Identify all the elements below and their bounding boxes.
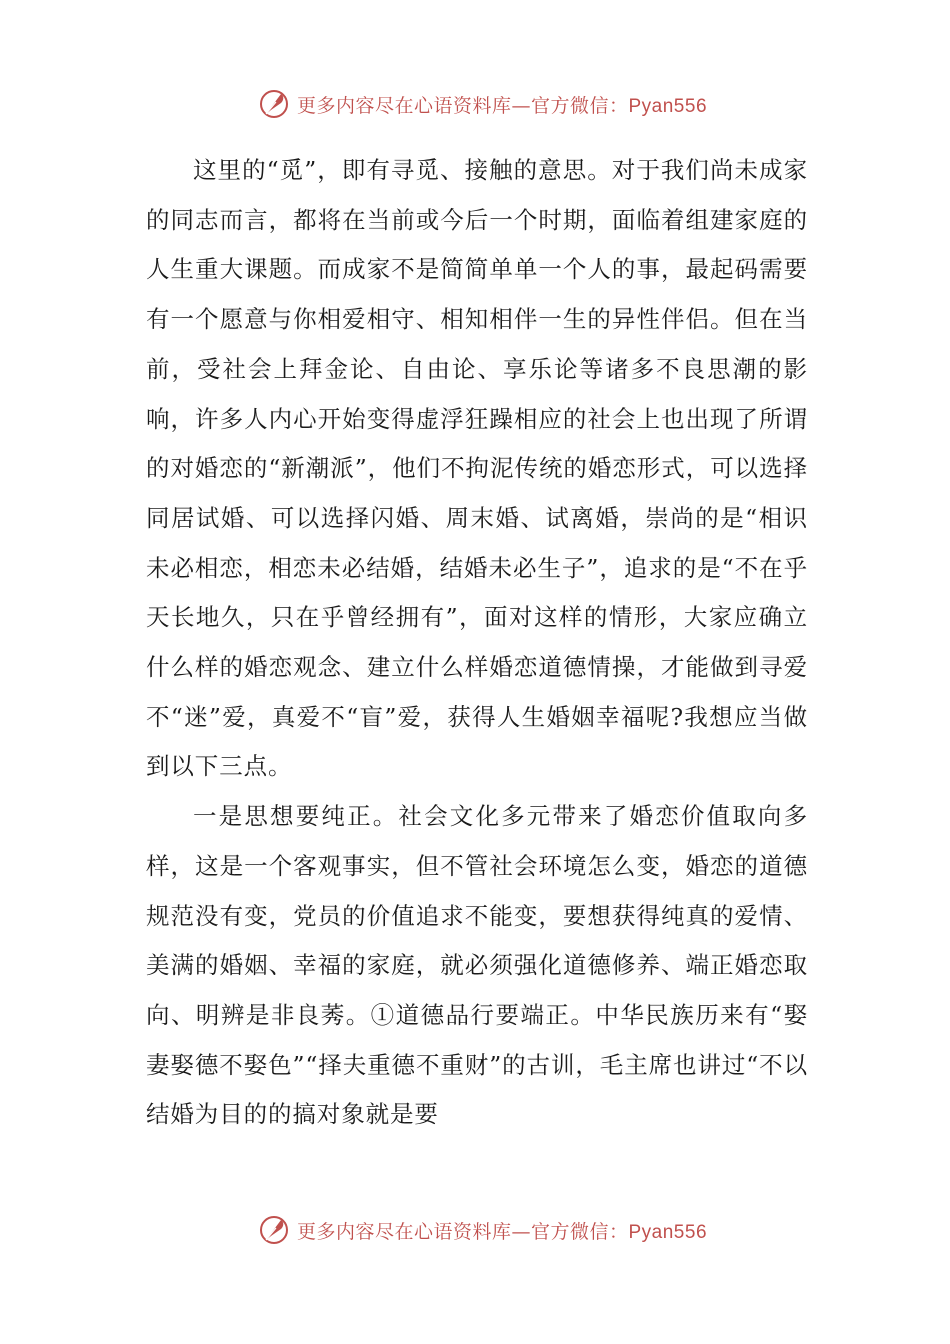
feather-pen-logo-icon (257, 87, 291, 121)
watermark-footer (0, 1210, 950, 1250)
paragraph-2: 一是思想要纯正。社会文化多元带来了婚恋价值取向多样，这是一个客观事实，但不管社会环境怎么变，婚恋的道德规范没有变，党员的价值追求不能变，要想获得纯真的爱情、美满的婚姻、幸福的家庭，就必须强化道德修养、端正婚恋取向、明辨是非良莠。①道德品行要端正。中华民族历来有“娶妻娶德不娶色”“择夫重德不重财”的古训，毛主席也讲过“不以结婚为目的的搞对象就是要 (146, 802, 808, 1129)
watermark-header-text: 更多内容尽在心语资料库—官方微信：Pyan556 (296, 94, 708, 117)
watermark-header (0, 84, 950, 124)
watermark-footer-content (257, 1213, 707, 1247)
watermark-header-content (257, 87, 707, 121)
feather-pen-logo-icon (257, 1213, 291, 1247)
document-body (146, 146, 808, 1140)
watermark-footer-text: 更多内容尽在心语资料库—官方微信：Pyan556 (296, 1220, 708, 1243)
paragraph-1: 这里的“觅”，即有寻觅、接触的意思。对于我们尚未成家的同志而言，都将在当前或今后一个时期，面临着组建家庭的人生重大课题。而成家不是简简单单一个人的事，最起码需要有一个愿意与你相爱相守、相知相伴一生的异性伴侣。但在当前，受社会上拜金论、自由论、享乐论等诸多不良思潮的影响，许多人内心开始变得虚浮狂躁相应的社会上也出现了所谓的对婚恋的“新潮派”，他们不拘泥传统的婚恋形式，可以选择同居试婚、可以选择闪婚、周末婚、试离婚，崇尚的是“相识未必相恋，相恋未必结婚，结婚未必生子”，追求的是“不在乎天长地久，只在乎曾经拥有”，面对这样的情形，大家应确立什么样的婚恋观念、建立什么样婚恋道德情操，才能做到寻爱不“迷”爱，真爱不“盲”爱，获得人生婚姻幸福呢?我想应当做到以下三点。 (146, 156, 808, 781)
